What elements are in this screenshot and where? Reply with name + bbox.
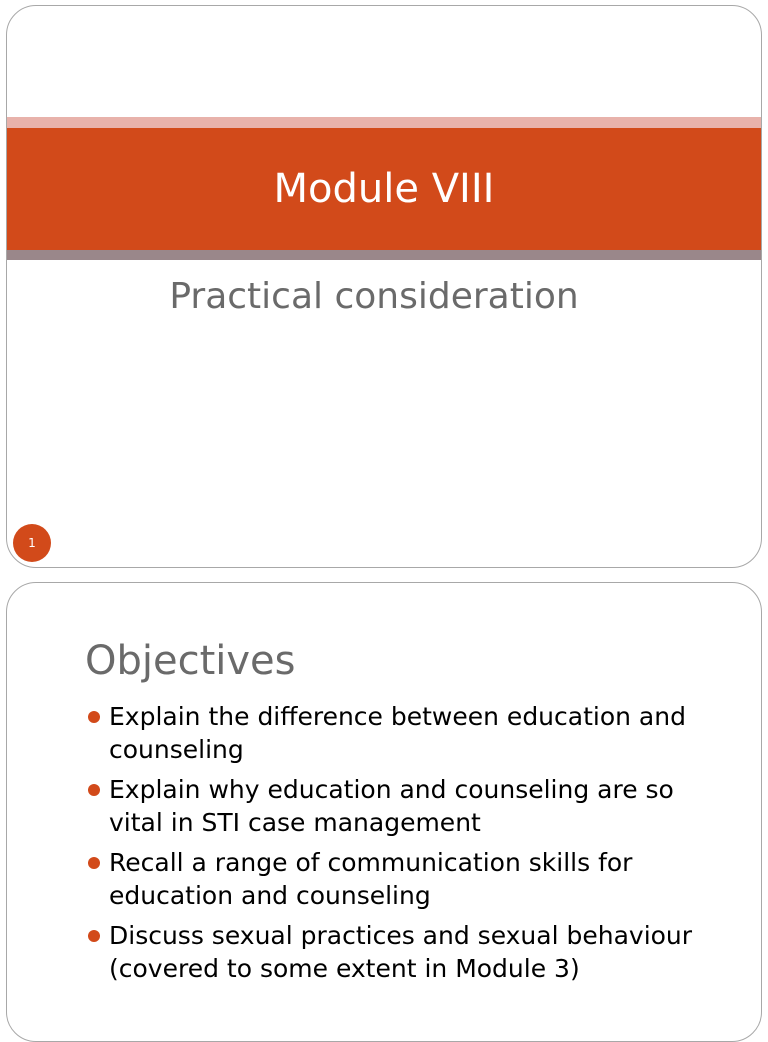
slide-number-badge: 1 xyxy=(13,524,51,562)
objectives-slide xyxy=(6,582,762,1042)
bullet-dot-icon xyxy=(88,857,100,869)
objectives-title: Objectives xyxy=(85,638,296,684)
title-slide xyxy=(6,5,762,568)
bullet-dot-icon xyxy=(88,930,100,942)
objective-text: Recall a range of communication skills for education and counseling xyxy=(109,848,633,910)
objective-text: Explain the difference between education and counseling xyxy=(109,702,686,764)
objective-text: Explain why education and counseling are so vital in STI case management xyxy=(109,775,674,837)
objectives-list xyxy=(85,700,725,992)
objective-item xyxy=(85,919,725,985)
module-subtitle: Practical consideration xyxy=(169,276,579,317)
objective-item xyxy=(85,700,725,766)
title-band-top-stripe xyxy=(7,117,761,128)
objective-item xyxy=(85,773,725,839)
bullet-dot-icon xyxy=(88,711,100,723)
bullet-dot-icon xyxy=(88,784,100,796)
objective-text: Discuss sexual practices and sexual behaviour (covered to some extent in Module 3) xyxy=(109,921,693,983)
objective-item xyxy=(85,846,725,912)
module-title: Module VIII xyxy=(273,166,495,212)
title-band-bottom-stripe xyxy=(7,250,761,260)
